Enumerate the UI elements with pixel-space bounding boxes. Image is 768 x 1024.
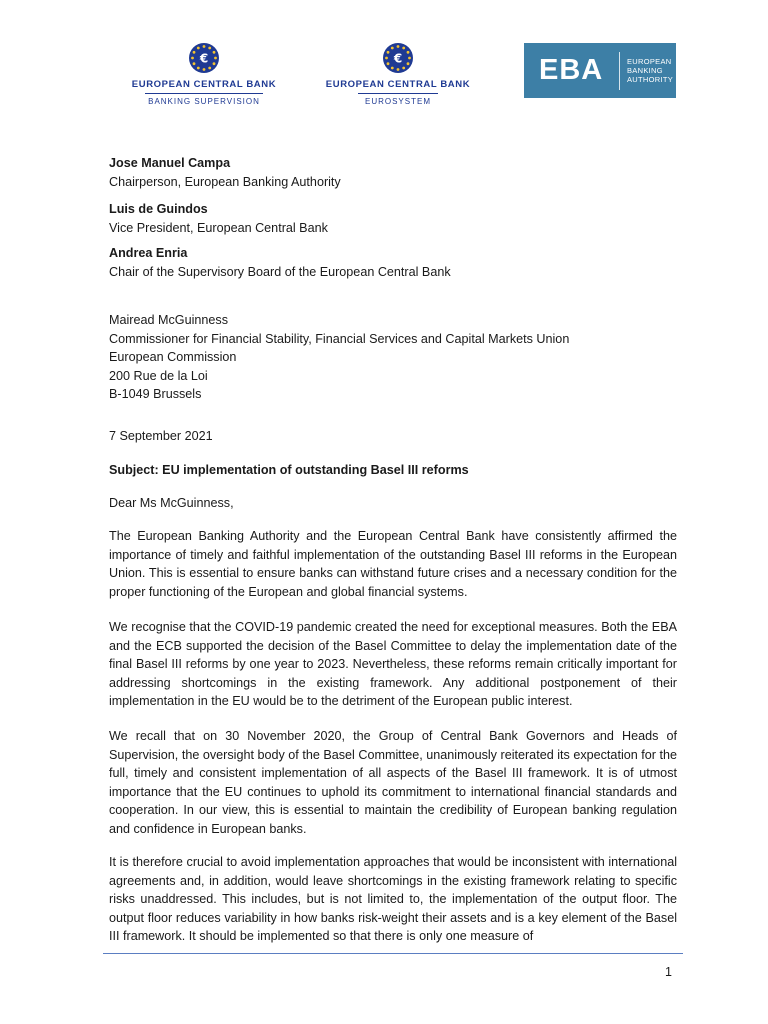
svg-text:€: € [199,51,209,66]
page-number: 1 [665,965,672,979]
ecb-banking-supervision-logo [128,42,280,106]
recipient-line: Commissioner for Financial Stability, Financial Services and Capital Markets Union [109,331,570,346]
ecb-logo-subtitle: BANKING SUPERVISION [148,97,260,106]
sender-block [109,200,677,237]
recipient-line: European Commission [109,350,237,364]
sender-title: Vice President, European Central Bank [109,220,328,235]
sender-name: Luis de Guindos [109,202,208,216]
recipient-address [109,311,677,404]
ecb-eurosystem-logo [322,42,474,106]
letter-subject: Subject: EU implementation of outstanding Basel III reforms [109,463,469,477]
recipient-line: 200 Rue de la Loi [109,368,208,383]
body-paragraph: It is therefore crucial to avoid implementation approaches that would be inconsistent with international agreements and, in addition, would leave shortcomings in the existing framework relating to specific risks unaddressed. This includes, but is not limited to, the implementation of the output floor. The output floor reduces variability in how banks risk-weight their assets and is a key element of the Basel III framework. It should be implemented so that there is only one measure of [109,855,677,943]
eba-logo [524,43,676,98]
eba-logo-mark: EBA [539,54,604,86]
ecb-logo-divider [358,93,438,94]
letter-date: 7 September 2021 [109,429,213,443]
sender-name: Andrea Enria [109,246,188,260]
eba-logo-divider [619,52,620,90]
svg-text:€: € [393,51,403,66]
body-paragraph: The European Banking Authority and the European Central Bank have consistently affirmed the importance of timely and faithful implementation of the outstanding Basel III reforms in the European Union. This is essential to ensure banks can withstand future crises and a necessary condition for the proper functioning of the European and global financial systems. [109,529,677,599]
body-paragraph: We recognise that the COVID-19 pandemic created the need for exceptional measures. Both the EBA and the ECB supported the decision of the Basel Committee to delay the implementation date of the final Basel III reforms by one year to 2023. Nevertheless, these reforms remain critically important for addressing shortcomings in the existing framework. Any additional postponement of their implementation in the EU would be to the detriment of the European public interest. [109,620,677,708]
ecb-logo-divider [145,93,263,94]
body-paragraph: We recall that on 30 November 2020, the Group of Central Bank Governors and Heads of Supervision, the oversight body of the Basel Committee, unanimously reiterated its expectation for the full, timely and consistent implementation of all aspects of the Basel III framework. It is of utmost importance that the EU continues to uphold its commitment to international financial standards and cooperation. In our view, this is essential to maintain the credibility of European banking regulation and confidence in European banks. [109,729,677,836]
letter-salutation: Dear Ms McGuinness, [109,496,234,510]
eba-logo-text: EUROPEAN BANKING AUTHORITY [627,57,674,84]
recipient-line: Mairead McGuinness [109,313,228,327]
ecb-euro-stars-icon [382,42,414,74]
sender-title: Chair of the Supervisory Board of the European Central Bank [109,264,451,279]
sender-block [109,244,677,281]
ecb-logo-name: EUROPEAN CENTRAL BANK [131,79,277,90]
sender-name: Jose Manuel Campa [109,156,231,170]
sender-block [109,154,677,191]
sender-title: Chairperson, European Banking Authority [109,174,341,189]
recipient-line: B-1049 Brussels [109,387,202,401]
ecb-logo-subtitle: EUROSYSTEM [364,97,431,106]
footer-divider [103,953,683,954]
ecb-euro-stars-icon [188,42,220,74]
ecb-logo-name: EUROPEAN CENTRAL BANK [325,79,471,90]
